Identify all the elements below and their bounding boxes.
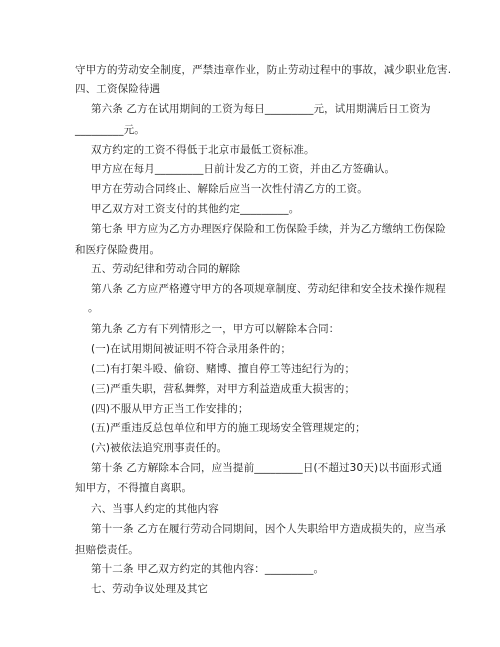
article-9-item-5: (五)严重违反总包单位和甲方的施工现场安全管理规定的；: [91, 422, 366, 434]
article-9-item-1: (一)在试用期间被证明不符合录用条件的；: [91, 343, 292, 355]
article-10-line-2: 知甲方，不得擅自离职。: [75, 482, 193, 494]
section-heading-discipline-termination: 五、劳动纪律和劳动合同的解除: [91, 263, 241, 275]
text-line-final-pay: 甲方在劳动合同终止、解除后应当一次性付清乙方的工资。: [91, 183, 368, 195]
article-9-heading: 第九条 乙方有下列情形之一，甲方可以解除本合同：: [91, 323, 340, 335]
article-9-item-3: (三)严重失职，营私舞弊，对甲方利益造成重大损害的；: [91, 383, 356, 395]
article-9-item-2: (二)有打架斗殴、偷窃、赌博、擅自停工等违纪行为的；: [91, 363, 356, 375]
article-7-line-2: 和医疗保险费用。: [75, 244, 161, 256]
article-11-line-2: 担赔偿责任。: [75, 544, 139, 556]
article-9-item-4: (四)不服从甲方正当工作安排的；: [91, 403, 249, 415]
article-11-line-1: 第十一条 乙方在履行劳动合同期间，因个人失职给甲方造成损失的，应当承: [91, 523, 446, 535]
text-line-other-pay-agreement: 甲乙双方对工资支付的其他约定_________。: [91, 203, 300, 215]
article-12-line: 第十二条 甲乙双方约定的其他内容：_________。: [91, 563, 325, 575]
article-6-line-1: 第六条 乙方在试用期间的工资为每日_________元，试用期满后日工资为: [91, 103, 431, 115]
article-8-line-2: 。: [88, 302, 99, 314]
section-heading-other-agreements: 六、当事人约定的其他内容: [91, 503, 219, 515]
text-line-safety-clause: 守甲方的劳动安全制度，严禁违章作业，防止劳动过程中的事故，减少职业危害.: [75, 64, 452, 76]
text-line-pay-date: 甲方应在每月_________日前计发乙方的工资，并由乙方签确认。: [91, 163, 396, 175]
section-heading-labor-disputes: 七、劳动争议处理及其它: [91, 583, 209, 595]
article-9-item-6: (六)被依法追究刑事责任的。: [91, 442, 228, 454]
article-10-line-1: 第十条 乙方解除本合同，应当提前_________日(不超过30天)以书面形式通: [91, 462, 443, 474]
article-6-line-2: _________元。: [75, 124, 145, 136]
article-8-line-1: 第八条 乙方应严格遵守甲方的各项规章制度、劳动纪律和安全技术操作规程: [91, 283, 446, 295]
text-line-minimum-wage: 双方约定的工资不得低于北京市最低工资标准。: [91, 144, 315, 156]
section-heading-wages-insurance: 四、工资保险待遇: [75, 83, 161, 95]
article-7-line-1: 第七条 甲方应为乙方办理医疗保险和工伤保险手续，并为乙方缴纳工伤保险: [91, 223, 446, 235]
